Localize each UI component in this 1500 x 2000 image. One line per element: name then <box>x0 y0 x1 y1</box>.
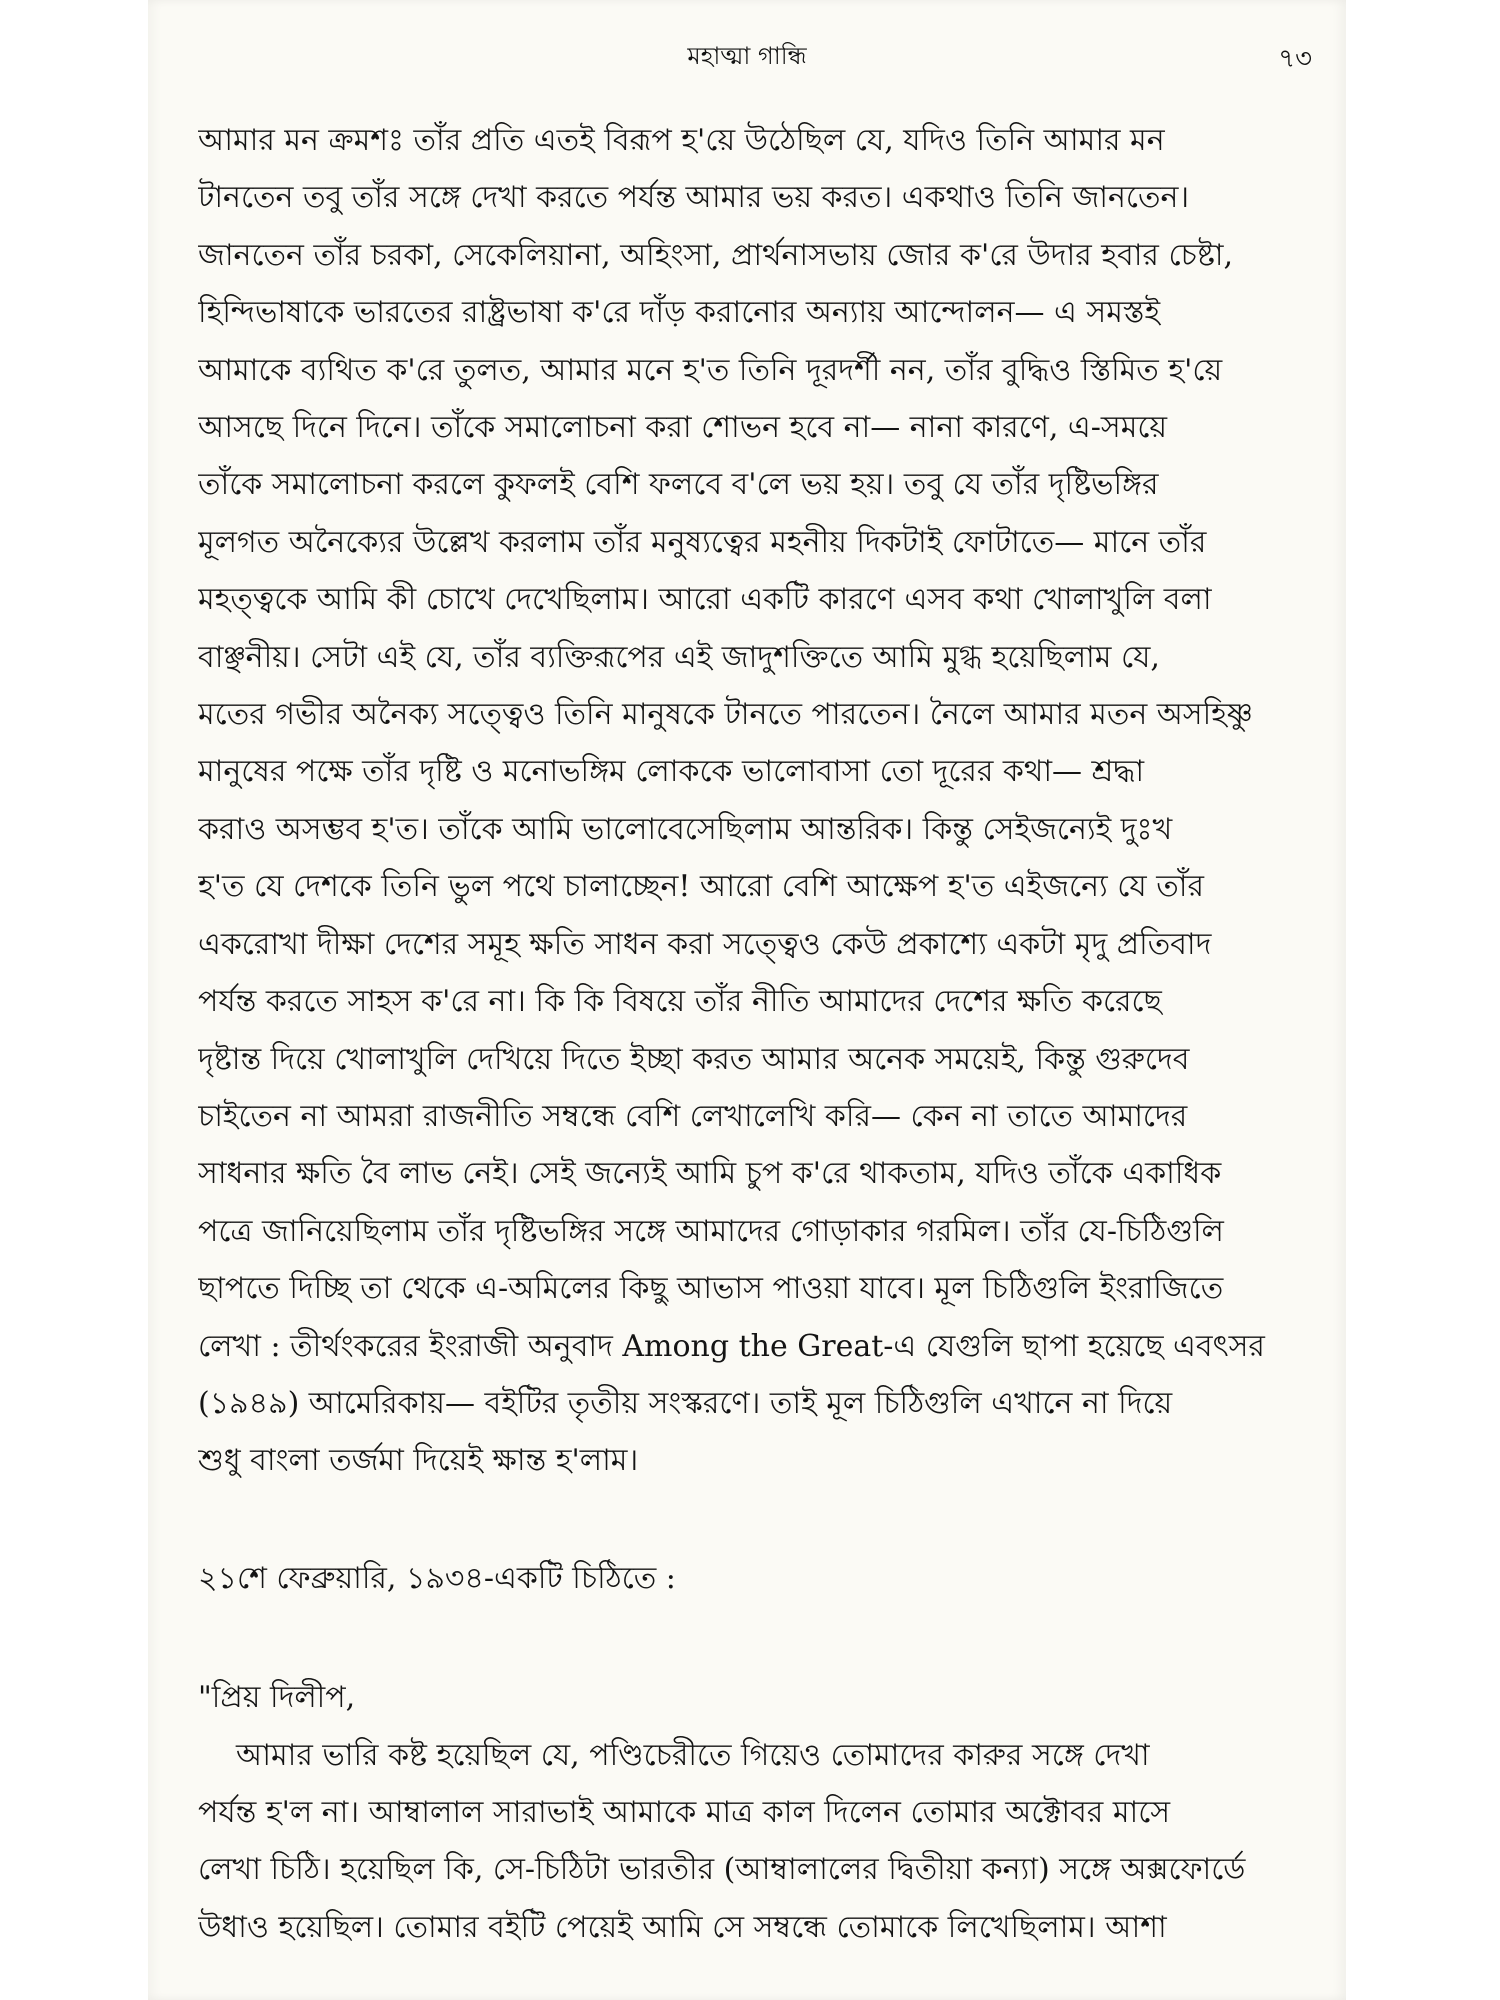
paragraph-gap <box>198 1490 1334 1550</box>
text-line: পর্যন্ত করতে সাহস ক'রে না। কি কি বিষয়ে তাঁর নীতি আমাদের দেশের ক্ষতি করেছে <box>198 984 1162 1020</box>
letter-salutation: "প্রিয় দিলীপ, <box>198 1680 356 1716</box>
text-line: ছাপতে দিচ্ছি তা থেকে এ-অমিলের কিছু আভাস পাওয়া যাবে। মূল চিঠিগুলি ইংরাজিতে <box>198 1271 1224 1307</box>
text-line: (১৯৪৯) আমেরিকায়— বইটির তৃতীয় সংস্করণে। তাই মূল চিঠিগুলি এখানে না দিয়ে <box>198 1385 1173 1421</box>
text-line: আসছে দিনে দিনে। তাঁকে সমালোচনা করা শোভন হবে না— নানা কারণে, এ-সময়ে <box>198 410 1168 446</box>
page-number: ৭৩ <box>1278 44 1312 74</box>
text-line: পর্যন্ত হ'ল না। আম্বালাল সারাভাই আমাকে মাত্র কাল দিলেন তোমার অক্টোবর মাসে <box>198 1794 1171 1830</box>
text-line: চাইতেন না আমরা রাজনীতি সম্বন্ধে বেশি লেখালেখি করি— কেন না তাতে আমাদের <box>198 1098 1188 1134</box>
paragraph-1 <box>198 112 1334 1490</box>
text-line: টানতেন তবু তাঁর সঙ্গে দেখা করতে পর্যন্ত আমার ভয় করত। একথাও তিনি জানতেন। <box>198 180 1190 216</box>
text-line: একরোখা দীক্ষা দেশের সমূহ ক্ষতি সাধন করা সত্ত্বেও কেউ প্রকাশ্যে একটা মৃদু প্রতিবাদ <box>198 926 1212 962</box>
text-line: করাও অসম্ভব হ'ত। তাঁকে আমি ভালোবেসেছিলাম আন্তরিক। কিন্তু সেইজন্যেই দুঃখ <box>198 811 1173 847</box>
main-text <box>198 112 1334 1956</box>
text-line: বাঞ্ছনীয়। সেটা এই যে, তাঁর ব্যক্তিরূপের এই জাদুশক্তিতে আমি মুগ্ধ হয়েছিলাম যে, <box>198 639 1160 675</box>
text-line: মানুষের পক্ষে তাঁর দৃষ্টি ও মনোভঙ্গিম লোককে ভালোবাসা তো দূরের কথা— শ্রদ্ধা <box>198 754 1145 790</box>
text-line: মূলগত অনৈক্যের উল্লেখ করলাম তাঁর মনুষ্যত্বের মহনীয় দিকটাই ফোটাতে— মানে তাঁর <box>198 524 1207 560</box>
running-title: মহাত্মা গান্ধি <box>687 42 807 70</box>
page-header <box>148 38 1346 88</box>
book-page <box>148 0 1346 2000</box>
text-line: তাঁকে সমালোচনা করলে কুফলই বেশি ফলবে ব'লে ভয় হয়। তবু যে তাঁর দৃষ্টিভঙ্গির <box>198 467 1159 503</box>
text-line: উধাও হয়েছিল। তোমার বইটি পেয়েই আমি সে সম্বন্ধে তোমাকে লিখেছিলাম। আশা <box>198 1909 1167 1945</box>
text-line: পত্রে জানিয়েছিলাম তাঁর দৃষ্টিভঙ্গির সঙ্গে আমাদের গোড়াকার গরমিল। তাঁর যে-চিঠিগুলি <box>198 1213 1224 1249</box>
text-line: হ'ত যে দেশকে তিনি ভুল পথে চালাচ্ছেন! আরো বেশি আক্ষেপ হ'ত এইজন্যে যে তাঁর <box>198 869 1204 905</box>
date-line: ২১শে ফেব্রুয়ারি, ১৯৩৪-একটি চিঠিতে : <box>198 1560 676 1596</box>
text-line: আমার মন ক্রমশঃ তাঁর প্রতি এতই বিরূপ হ'য়ে উঠেছিল যে, যদিও তিনি আমার মন <box>198 123 1165 158</box>
text-line: জানতেন তাঁর চরকা, সেকেলিয়ানা, অহিংসা, প্রার্থনাসভায় জোর ক'রে উদার হবার চেষ্টা, <box>198 237 1234 273</box>
text-line: মতের গভীর অনৈক্য সত্ত্বেও তিনি মানুষকে টানতে পারতেন। নৈলে আমার মতন অসহিষ্ণু <box>198 697 1253 733</box>
paragraph-gap <box>198 1607 1334 1669</box>
letter-paragraph <box>198 1727 1334 1957</box>
text-line: আমাকে ব্যথিত ক'রে তুলত, আমার মনে হ'ত তিনি দূরদর্শী নন, তাঁর বুদ্ধিও স্তিমিত হ'য়ে <box>198 352 1223 388</box>
text-line: সাধনার ক্ষতি বৈ লাভ নেই। সেই জন্যেই আমি চুপ ক'রে থাকতাম, যদিও তাঁকে একাধিক <box>198 1156 1222 1192</box>
text-line: হিন্দিভাষাকে ভারতের রাষ্ট্রভাষা ক'রে দাঁড় করানোর অন্যায় আন্দোলন— এ সমস্তই <box>198 295 1161 331</box>
text-line: লেখা চিঠি। হয়েছিল কি, সে-চিঠিটা ভারতীর (আম্বালালের দ্বিতীয়া কন্যা) সঙ্গে অক্সফোর্ডে <box>198 1852 1246 1888</box>
text-line: মহত্ত্বকে আমি কী চোখে দেখেছিলাম। আরো একটি কারণে এসব কথা খোলাখুলি বলা <box>198 582 1212 618</box>
text-line: লেখা : তীর্থংকরের ইংরাজী অনুবাদ Among the Great-এ যেগুলি ছাপা হয়েছে এবৎসর <box>198 1328 1265 1364</box>
text-line: দৃষ্টান্ত দিয়ে খোলাখুলি দেখিয়ে দিতে ইচ্ছা করত আমার অনেক সময়েই, কিন্তু গুরুদেব <box>198 1041 1190 1077</box>
text-line: আমার ভারি কষ্ট হয়েছিল যে, পণ্ডিচেরীতে গিয়েও তোমাদের কারুর সঙ্গে দেখা <box>236 1737 1150 1773</box>
text-line: শুধু বাংলা তর্জমা দিয়েই ক্ষান্ত হ'লাম। <box>198 1443 639 1479</box>
